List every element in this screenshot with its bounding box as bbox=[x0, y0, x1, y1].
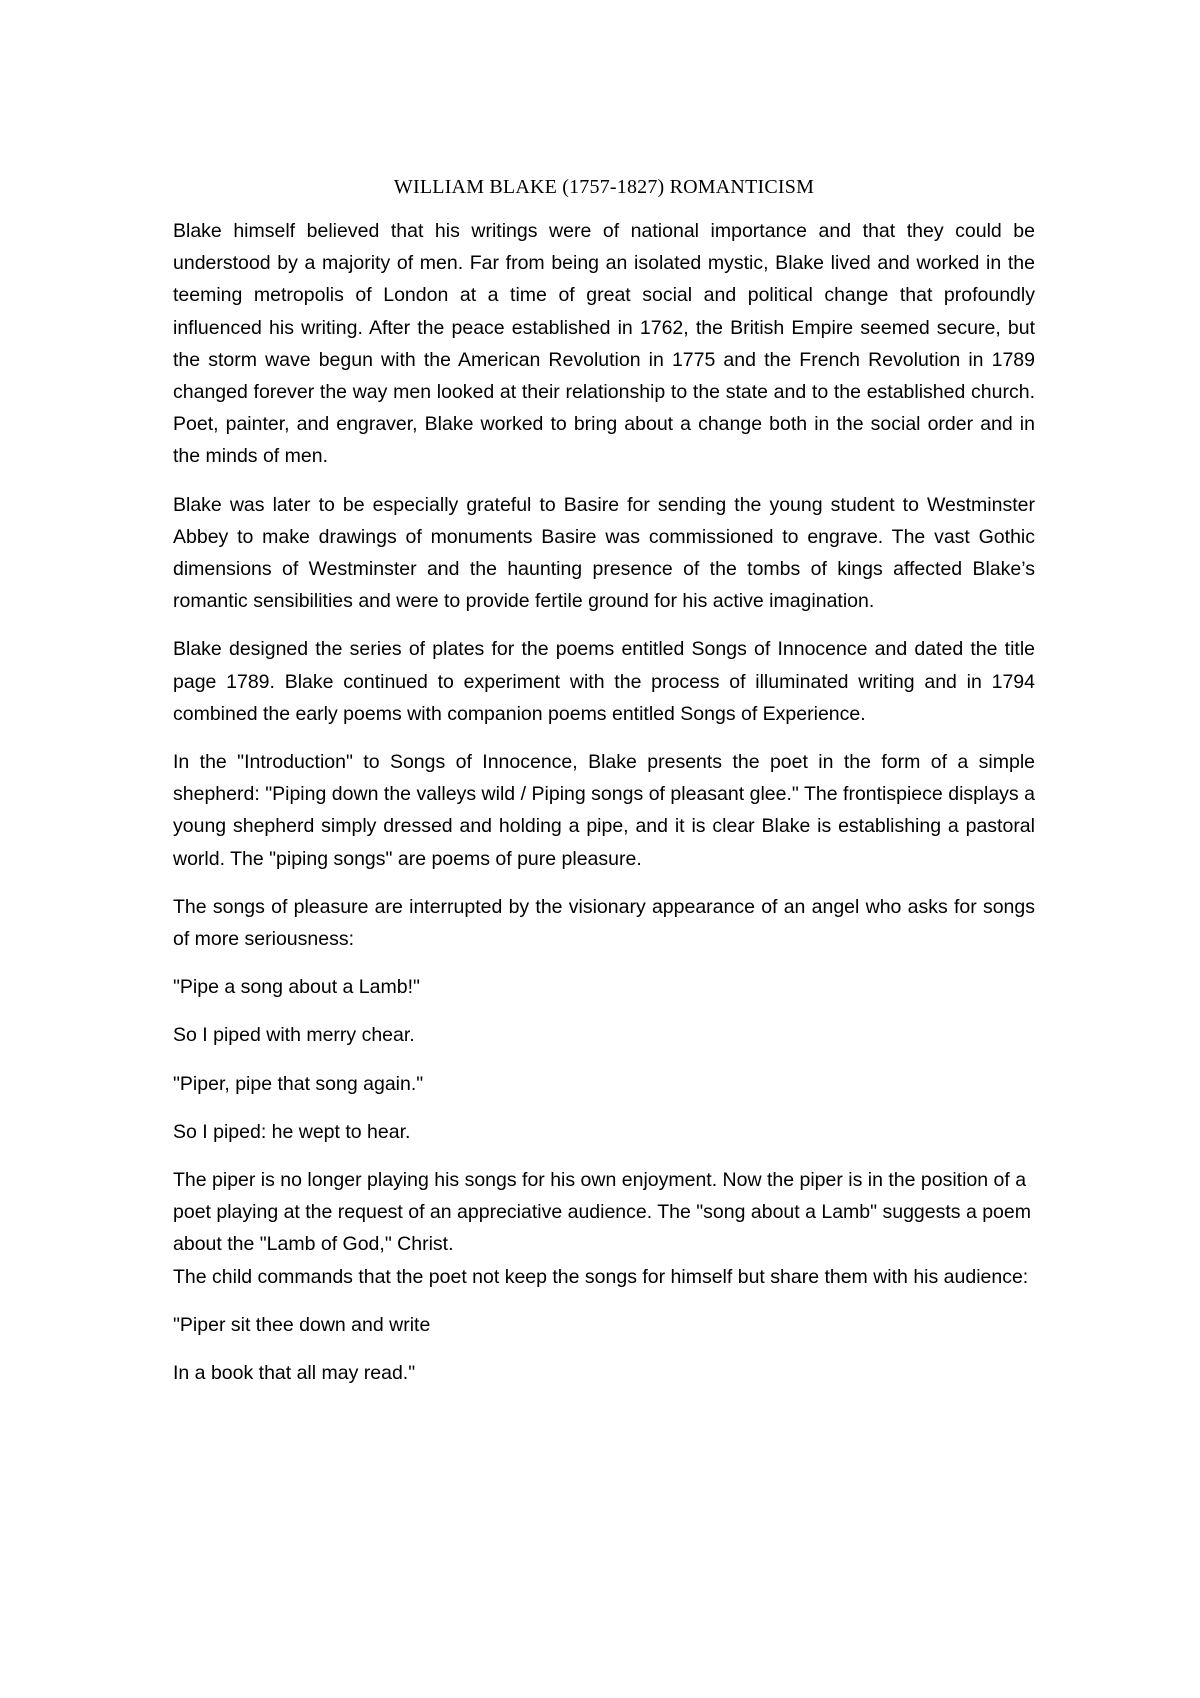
paragraph-national-importance: Blake himself believed that his writings were of national importance and that they could be understood by a majority of men. Far from being an isolated mystic, Blake lived and worked in the teeming metropolis of London at a time of great social and political change that profoundly influenced his writing. After the peace established in 1762, the British Empire seemed secure, but the storm wave begun with the American Revolution in 1775 and the French Revolution in 1789 changed forever the way men looked at their relationship to the state and to the established church. Poet, painter, and engraver, Blake worked to bring about a change both in the social order and in the minds of men. bbox=[173, 220, 1035, 468]
paragraph-piper-audience: The piper is no longer playing his songs for his own enjoyment. Now the piper is in the position of a poet playing at the request of an appreciative audience. The "song about a Lamb" suggests a poem about the "Lamb of God," Christ. bbox=[173, 1169, 1031, 1256]
paragraph-songs-of-innocence: Blake designed the series of plates for the poems entitled Songs of Innocence and dated the title page 1789. Blake continued to experiment with the process of illuminated writing and in 1794 combined the early poems with companion poems entitled Songs of Experience. bbox=[173, 638, 1035, 725]
paragraph-child-commands: The child commands that the poet not keep the songs for himself but share them with his audience: bbox=[173, 1265, 1029, 1288]
poem-line: "Piper sit thee down and write bbox=[173, 1313, 431, 1336]
poem-line: So I piped with merry chear. bbox=[173, 1024, 415, 1047]
poem-line: "Piper, pipe that song again." bbox=[173, 1072, 424, 1095]
poem-line: In a book that all may read." bbox=[173, 1362, 416, 1385]
document-title: WILLIAM BLAKE (1757-1827) ROMANTICISM bbox=[393, 176, 815, 198]
poem-line: So I piped: he wept to hear. bbox=[173, 1120, 411, 1143]
paragraph-introduction-shepherd: In the "Introduction" to Songs of Innocence, Blake presents the poet in the form of a simple shepherd: "Piping down the valleys wild / Piping songs of pleasant glee." The frontispiece displays a young shepherd simply dressed and holding a pipe, and it is clear Blake is establishing a pastoral world. The "piping songs" are poems of pure pleasure. bbox=[173, 751, 1035, 870]
document-body bbox=[173, 171, 1035, 1405]
poem-line: "Pipe a song about a Lamb!" bbox=[173, 976, 420, 999]
paragraph-westminster-abbey: Blake was later to be especially grateful to Basire for sending the young student to Westminster Abbey to make drawings of monuments Basire was commissioned to engrave. The vast Gothic dimensions of Westminster and the haunting presence of the tombs of kings affected Blake’s romantic sensibilities and were to provide fertile ground for his active imagination. bbox=[173, 493, 1035, 613]
paragraph-angel-appearance: The songs of pleasure are interrupted by the visionary appearance of an angel who asks for songs of more seriousness: bbox=[173, 895, 1035, 951]
